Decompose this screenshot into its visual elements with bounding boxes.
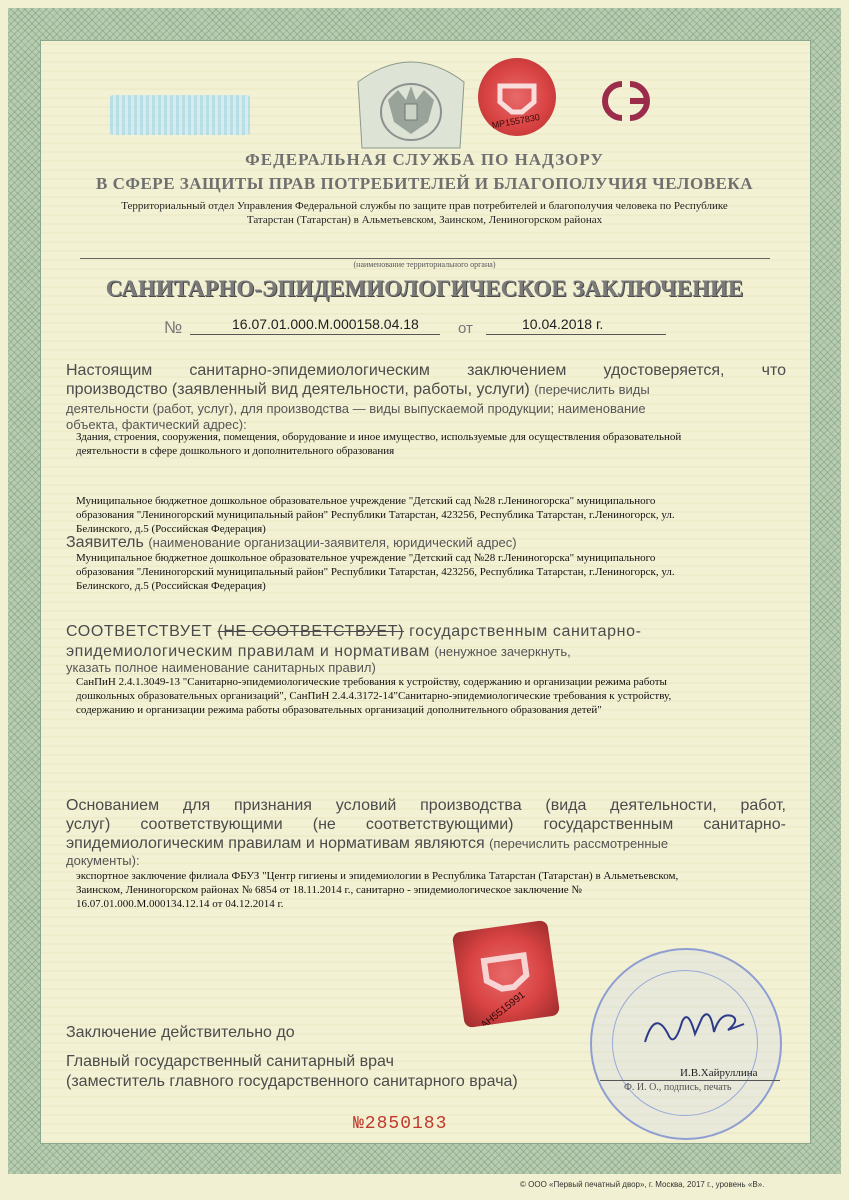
basis-line4-hint: документы): [66,853,140,868]
rules-line1: СанПиН 2.4.1.3049-13 "Санитарно-эпидемиологические требования к устройству, содержанию и организации режима работы [76,676,667,688]
agency-name-line2: В СФЕРЕ ЗАЩИТЫ ПРАВ ПОТРЕБИТЕЛЕЙ И БЛАГОПОЛУЧИЯ ЧЕЛОВЕКА [96,174,753,193]
org-line3: Белинского, д.5 (Российская Федерация) [76,523,266,535]
org-line2: образования "Лениногорский муниципальный район" Республики Татарстан, 423256, Республика Татарстан, г.Лениногорск, ул. [76,509,675,521]
serial-number: №2850183 [353,1114,448,1134]
signature-scribble [640,1004,750,1059]
double-headed-eagle-emblem [348,52,474,152]
basis-line1: Основанием для признания условий производства (вида деятельности, работ, [66,797,786,814]
applicant-header [66,533,517,552]
certify-line2 [66,380,786,399]
complies-word: СООТВЕТСТВУЕТ [66,623,213,640]
certification-mark-icon [590,76,662,126]
compliance-line1-rest: государственным санитарно- [409,623,642,640]
territorial-body-caption: (наименование территориального органа) [353,260,496,269]
object-line2: деятельности в сфере дошкольного и дополнительного образования [76,445,395,457]
rules-line3: содержанию и организации режима работы образовательных организаций дополнительного образования детей" [76,704,602,716]
basis-line3-hint: (перечислить рассмотренные [489,836,669,851]
applicant-hint: (наименование организации-заявителя, юридический адрес) [148,535,517,550]
basis-doc-line1: экспортное заключение филиала ФБУЗ "Центр гигиены и эпидемиологии в Республика Татарстан (Татарстан) в Альметьевском, [76,870,679,882]
number-underline [190,334,440,335]
basis-doc-line3: 16.07.01.000.М.000134.12.14 от 04.12.2014 г. [76,898,284,910]
certify-line4-hint: объекта, фактический адрес): [66,417,247,432]
date-underline [486,334,666,335]
printer-note: © ООО «Первый печатный двор», г. Москва, 2017 г., уровень «В». [520,1180,765,1189]
certify-line2-text: производство (заявленный вид деятельности, работы, услуги) [66,381,530,398]
basis-line3 [66,834,786,853]
seal-top-code: MP1557830 [490,112,541,131]
applicant-line2: образования "Лениногорский муниципальный район" Республики Татарстан, 423256, Республика Татарстан, г.Лениногорск, ул. [76,566,675,578]
applicant-line1: Муниципальное бюджетное дошкольное образовательное учреждение "Детский сад №28 г.Лениногорска" муниципального [76,552,656,564]
certify-line3-hint: деятельности (работ, услуг), для производства — виды выпускаемой продукции; наименование [66,401,646,416]
certify-line2-hint: (перечислить виды [534,382,650,397]
valid-until-label: Заключение действительно до [66,1024,295,1041]
rules-line2: дошкольных образовательных организаций", СанПиН 2.4.4.3172-14"Санитарно-эпидемиологические требования к устройству, [76,690,672,702]
compliance-line1 [66,623,786,641]
number-label: № [164,318,183,337]
compliance-line2-hint: (ненужное зачеркнуть, [434,644,571,659]
applicant-line3: Белинского, д.5 (Российская Федерация) [76,580,266,592]
basis-line2: услуг) соответствующими (не соответствующими) государственным санитарно- [66,816,786,833]
hologram-strip [110,95,250,135]
territorial-body-underline [80,258,770,259]
territorial-body-line1: Территориальный отдел Управления Федеральной службы по защите прав потребителей и благополучия человека по Республике [121,200,728,212]
object-line1: Здания, строения, сооружения, помещения, оборудование и иное имущество, используемые для осуществления образовательной [76,431,682,443]
hologram-seal-bottom [452,920,560,1028]
signatory-underline [600,1080,780,1081]
basis-line3-text: эпидемиологическим правилам и нормативам являются [66,835,485,852]
hologram-seal-top [478,58,556,136]
document-title: САНИТАРНО-ЭПИДЕМИОЛОГИЧЕСКОЕ ЗАКЛЮЧЕНИЕ [105,276,744,301]
certificate-date: 10.04.2018 г. [522,316,604,332]
certificate-number: 16.07.01.000.М.000158.04.18 [232,316,419,332]
basis-doc-line2: Заинском, Лениногорском районах № 6854 от 18.11.2014 г., санитарно - эпидемиологическое заключение № [76,884,582,896]
signatory-line1: Главный государственный санитарный врач [66,1053,394,1070]
territorial-body-line2: Татарстан (Татарстан) в Альметьевском, Заинском, Лениногорском районах [246,214,603,226]
seal-bottom-code: AH5515991 [479,989,528,1029]
agency-name-line1: ФЕДЕРАЛЬНАЯ СЛУЖБА ПО НАДЗОРУ [245,150,604,169]
date-label: от [458,320,473,337]
applicant-label: Заявитель [66,534,144,551]
compliance-line2-text: эпидемиологическим правилам и нормативам [66,643,430,660]
not-complies-word: (НЕ СООТВЕТСТВУЕТ) [217,623,405,640]
signatory-line2: (заместитель главного государственного санитарного врача) [66,1073,518,1090]
signatory-name: И.В.Хайруллина [680,1067,758,1079]
signatory-caption: Ф. И. О., подпись, печать [624,1082,732,1093]
compliance-line3-hint: указать полное наименование санитарных правил) [66,660,376,675]
compliance-line2 [66,642,786,661]
certify-line1: Настоящим санитарно-эпидемиологическим заключением удостоверяется, что [66,362,786,379]
org-line1: Муниципальное бюджетное дошкольное образовательное учреждение "Детский сад №28 г.Лениногорска" муниципального [76,495,656,507]
